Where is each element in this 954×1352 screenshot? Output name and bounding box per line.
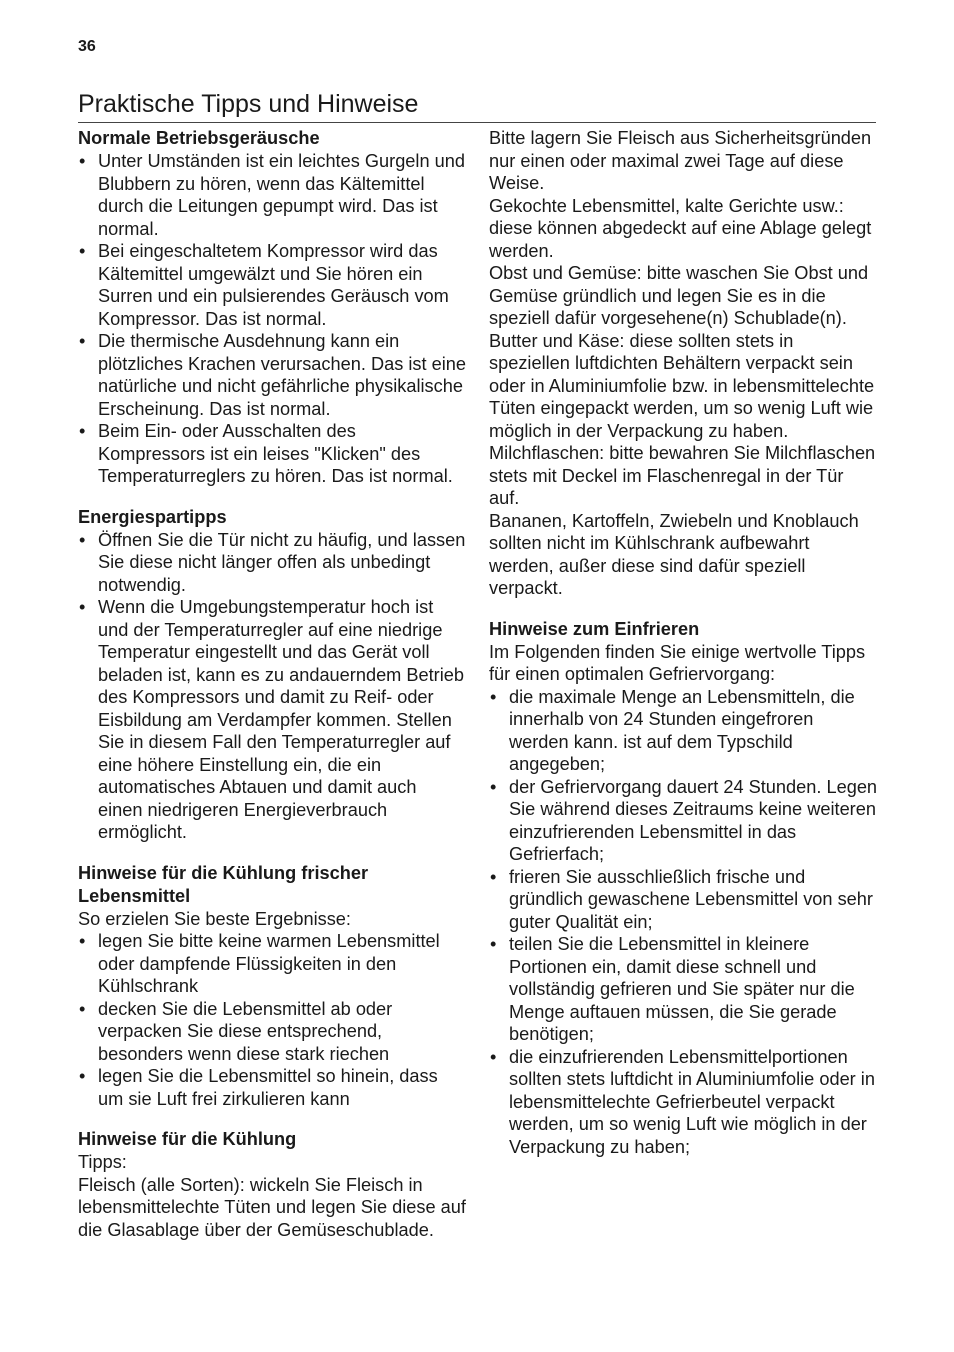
section-heading: Energiespartipps [78, 506, 227, 527]
section-heading: Normale Betriebsgeräusche [78, 128, 320, 148]
section-energy-tips [78, 506, 466, 844]
section-intro: Im Folgenden finden Sie einige wertvolle Tipps für einen optimalen Gefriervorgang: [489, 641, 866, 684]
paragraph: Bitte lagern Sie Fleisch aus Sicherheitsgründen nur einen oder maximal zwei Tage auf diese Weise. [489, 128, 872, 193]
list-item: • Bei eingeschaltetem Kompressor wird das Kältemittel umgewälzt und Sie hören ein Surren und ein pulsierendes Geräusch vom Kompressor. Das ist normal. [78, 240, 466, 330]
paragraph: Bananen, Kartoffeln, Zwiebeln und Knoblauch sollten nicht im Kühlschrank aufbewahrt werden, außer diese sind dafür speziell verpackt. [489, 510, 859, 598]
page-number: 36 [78, 38, 96, 55]
paragraph: Milchflaschen: bitte bewahren Sie Milchflaschen stets mit Deckel im Flaschenregal in der Tür auf. [489, 443, 876, 508]
list-item: • Unter Umständen ist ein leichtes Gurgeln und Blubbern zu hören, wenn das Kältemittel durch die Leitungen gepumpt wird. Das ist normal. [78, 150, 466, 240]
list-item: • Wenn die Umgebungstemperatur hoch ist und der Temperaturregler auf eine niedrige Temperatur eingestellt und das Gerät voll beladen ist, kann es zu andauerndem Betrieb des Kompressors und damit zu Reif- oder Eisbildung am Verdampfer kommen. Stellen Sie in diesem Fall den Temperaturregler auf eine höhere Einstellung ein, die ein automatisches Abtauen und damit auch einen niedrigeren Energieverbrauch ermöglicht. [78, 596, 466, 844]
section-operating-noises [78, 127, 466, 488]
page-title: Praktische Tipps und Hinweise [78, 88, 876, 123]
section-intro: So erzielen Sie beste Ergebnisse: [78, 908, 351, 929]
list-item: • die einzufrierenden Lebensmittelportionen sollten stets luftdicht in Aluminiumfolie oder in lebensmittelechte Gefrierbeutel verpackt werden, um so wenig Luft wie möglich in der Verpackung zu haben; [489, 1046, 878, 1159]
paragraph: Butter und Käse: diese sollten stets in speziellen luftdichten Behältern verpackt sein oder in Aluminiumfolie bzw. in lebensmittelechte Tüten eingepackt werden, um so wenig Luft wie möglich in der Verpackung zu haben. [489, 330, 875, 441]
list-item: • die maximale Menge an Lebensmitteln, die innerhalb von 24 Stunden eingefroren werden kann. ist auf dem Typschild angegeben; [489, 686, 878, 776]
right-column [489, 127, 878, 1158]
section-freezing [489, 618, 878, 1159]
bullet-list [78, 150, 466, 488]
bullet-list [78, 930, 466, 1110]
section-heading: Hinweise für die Kühlung frischer Lebensmittel [78, 862, 369, 906]
list-item: • der Gefriervorgang dauert 24 Stunden. Legen Sie während dieses Zeitraums keine weiteren einzufrierenden Lebensmittel in das Gefrierfach; [489, 776, 878, 866]
list-item: • frieren Sie ausschließlich frische und gründlich gewaschene Lebensmittel von sehr guter Qualität ein; [489, 866, 878, 934]
section-heading: Hinweise zum Einfrieren [489, 618, 700, 639]
bullet-list [489, 686, 878, 1159]
section-cooling-continued [489, 127, 878, 600]
list-item: • Öffnen Sie die Tür nicht zu häufig, und lassen Sie diese nicht länger offen als unbedingt notwendig. [78, 529, 466, 597]
tips-label: Tipps: [78, 1152, 127, 1172]
paragraph: Obst und Gemüse: bitte waschen Sie Obst und Gemüse gründlich und legen Sie es in die speziell dafür vorgesehene(n) Schublade(n). [489, 263, 869, 328]
section-cooling [78, 1128, 466, 1241]
list-item: • Die thermische Ausdehnung kann ein plötzliches Krachen verursachen. Das ist eine natürliche und nicht gefährliche physikalische Erscheinung. Das ist normal. [78, 330, 466, 420]
list-item: • teilen Sie die Lebensmittel in kleinere Portionen ein, damit diese schnell und vollständig gefrieren und Sie später nur die Menge auftauen müssen, die Sie gerade benötigen; [489, 933, 878, 1046]
list-item: • legen Sie bitte keine warmen Lebensmittel oder dampfende Flüssigkeiten in den Kühlschrank [78, 930, 466, 998]
paragraph-meat: Fleisch (alle Sorten): wickeln Sie Fleisch in lebensmittelechte Tüten und legen Sie diese auf die Glasablage über der Gemüseschublade. [78, 1174, 466, 1240]
list-item: • legen Sie die Lebensmittel so hinein, dass um sie Luft frei zirkulieren kann [78, 1065, 466, 1110]
left-column [78, 127, 466, 1241]
paragraph: Gekochte Lebensmittel, kalte Gerichte usw.: diese können abgedeckt auf eine Ablage gelegt werden. [489, 195, 872, 261]
bullet-list [78, 529, 466, 844]
list-item: • Beim Ein- oder Ausschalten des Kompressors ist ein leises "Klicken" des Temperaturreglers zu hören. Das ist normal. [78, 420, 466, 488]
section-fresh-food [78, 862, 466, 1111]
section-heading: Hinweise für die Kühlung [78, 1129, 297, 1149]
list-item: • decken Sie die Lebensmittel ab oder verpacken Sie diese entsprechend, besonders wenn diese stark riechen [78, 998, 466, 1066]
